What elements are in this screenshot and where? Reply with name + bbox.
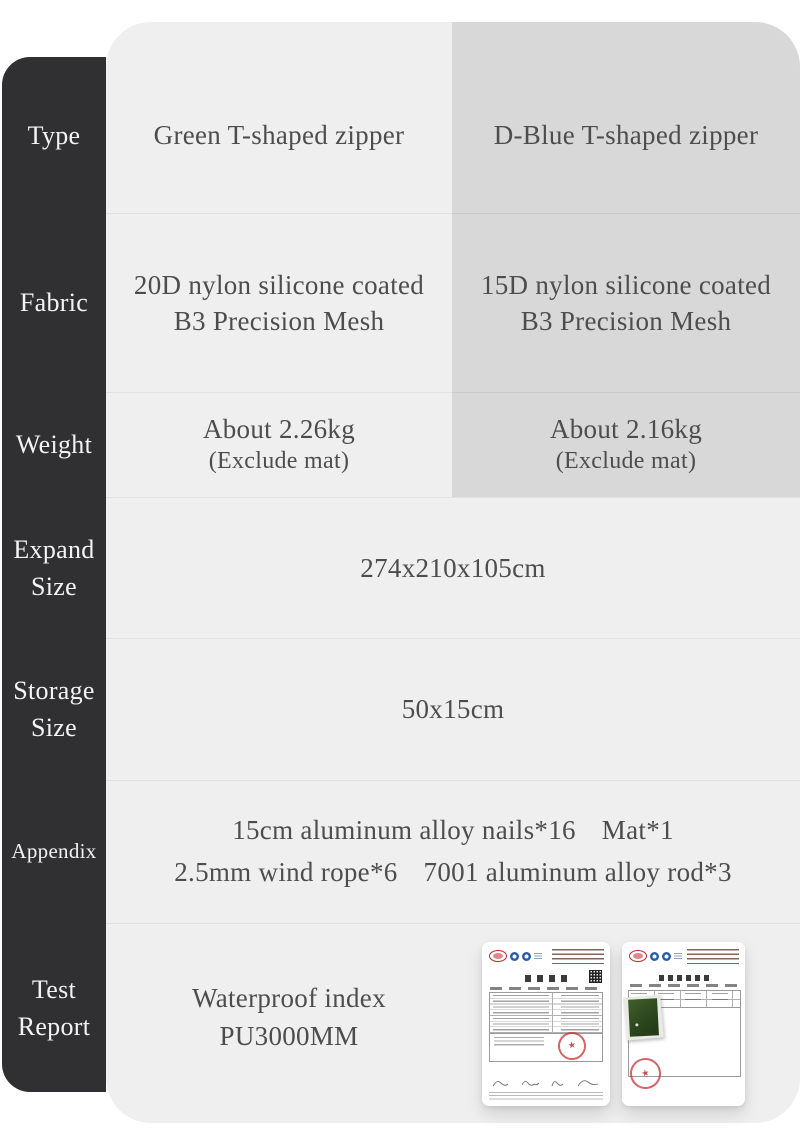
row-label-text: Size bbox=[31, 571, 77, 601]
row-label-text: Expand bbox=[13, 534, 95, 564]
certificate-ref-line bbox=[490, 987, 602, 990]
test-report-line2: PU3000MM bbox=[219, 1020, 359, 1051]
fabric-dblue-line1: 15D nylon silicone coated bbox=[480, 269, 772, 300]
certificate-data-table bbox=[489, 992, 603, 1062]
cell-weight-green bbox=[106, 392, 452, 497]
certificate-header-text bbox=[687, 949, 739, 967]
row-label-storage-size bbox=[2, 638, 106, 780]
row-label-text: Report bbox=[17, 1011, 91, 1041]
title-glyph bbox=[686, 975, 691, 981]
cell-type-green bbox=[106, 57, 452, 213]
title-glyph bbox=[537, 975, 543, 982]
row-label-type bbox=[2, 57, 106, 213]
appendix-item: 15cm aluminum alloy nails*16 bbox=[232, 815, 576, 845]
accreditation-mark-icon bbox=[534, 953, 542, 959]
fabric-green-line1: 20D nylon silicone coated bbox=[133, 269, 425, 300]
weight-green-note: (Exclude mat) bbox=[208, 447, 350, 474]
test-report-line1: Waterproof index bbox=[192, 982, 386, 1013]
test-report-certificate-2 bbox=[622, 942, 745, 1106]
blue-seal-icon bbox=[522, 952, 531, 961]
cell-fabric-green bbox=[106, 213, 452, 392]
fabric-dblue-line2: B3 Precision Mesh bbox=[520, 305, 732, 336]
row-label-test-report bbox=[2, 923, 106, 1092]
certificate-title-glyphs bbox=[622, 975, 745, 981]
appendix-item: 2.5mm wind rope*6 bbox=[174, 857, 398, 887]
appendix-line2 bbox=[174, 853, 732, 892]
appendix-item: Mat*1 bbox=[601, 815, 674, 845]
blue-seal-icon bbox=[650, 952, 659, 961]
qr-code bbox=[589, 970, 602, 983]
row-label-text: Weight bbox=[15, 430, 93, 459]
table-cell-text bbox=[493, 995, 549, 1031]
type-green-value: Green T-shaped zipper bbox=[153, 120, 405, 150]
table-cell-text bbox=[561, 995, 599, 1031]
title-glyph bbox=[704, 975, 709, 981]
storage-size-value: 50x15cm bbox=[401, 694, 505, 724]
row-label-text: Size bbox=[31, 713, 77, 742]
accreditation-mark-icon bbox=[674, 953, 682, 959]
row-label-text: Appendix bbox=[11, 839, 97, 863]
title-glyph bbox=[525, 975, 531, 982]
cell-weight-dblue bbox=[452, 392, 800, 497]
row-label-fabric bbox=[2, 213, 106, 392]
weight-dblue-value: About 2.16kg bbox=[549, 413, 703, 444]
cell-storage-size bbox=[106, 638, 800, 780]
cqc-logo-icon bbox=[489, 950, 507, 962]
weight-dblue-note: (Exclude mat) bbox=[555, 447, 697, 474]
certificate-ref-line bbox=[630, 984, 737, 987]
cell-expand-size bbox=[106, 497, 800, 638]
row-label-weight bbox=[2, 392, 106, 497]
weight-green-value: About 2.26kg bbox=[202, 413, 356, 444]
cell-type-dblue bbox=[452, 57, 800, 213]
type-dblue-value: D-Blue T-shaped zipper bbox=[493, 120, 759, 150]
blue-seal-icon bbox=[662, 952, 671, 961]
certificate-logos bbox=[629, 950, 682, 962]
green-fabric-swatch bbox=[628, 998, 659, 1036]
title-glyph bbox=[677, 975, 682, 981]
fabric-green-line2: B3 Precision Mesh bbox=[173, 305, 385, 336]
cell-test-report bbox=[106, 923, 472, 1092]
test-report-certificate-1 bbox=[482, 942, 610, 1106]
row-label-text: Fabric bbox=[19, 288, 89, 317]
certificate-logos bbox=[489, 950, 542, 962]
expand-size-value: 274x210x105cm bbox=[360, 552, 546, 583]
fabric-sample-card bbox=[623, 994, 664, 1040]
signature-marks bbox=[490, 1077, 602, 1089]
row-label-appendix bbox=[2, 780, 106, 923]
row-label-text: Storage bbox=[13, 676, 95, 705]
row-label-text: Type bbox=[27, 120, 81, 150]
certificate-fine-print bbox=[489, 1092, 603, 1101]
cell-appendix bbox=[106, 780, 800, 923]
title-glyph bbox=[561, 975, 567, 982]
title-glyph bbox=[549, 975, 555, 982]
cell-fabric-dblue bbox=[452, 213, 800, 392]
title-glyph bbox=[668, 975, 673, 981]
cqc-logo-icon bbox=[629, 950, 647, 962]
title-glyph bbox=[659, 975, 664, 981]
appendix-line1 bbox=[232, 811, 674, 850]
blue-seal-icon bbox=[510, 952, 519, 961]
appendix-item: 7001 aluminum alloy rod*3 bbox=[423, 857, 732, 887]
title-glyph bbox=[695, 975, 700, 981]
row-label-text: Test bbox=[31, 974, 77, 1004]
remarks-text bbox=[494, 1037, 544, 1047]
certificate-header-text bbox=[552, 949, 604, 967]
row-label-expand-size bbox=[2, 497, 106, 638]
